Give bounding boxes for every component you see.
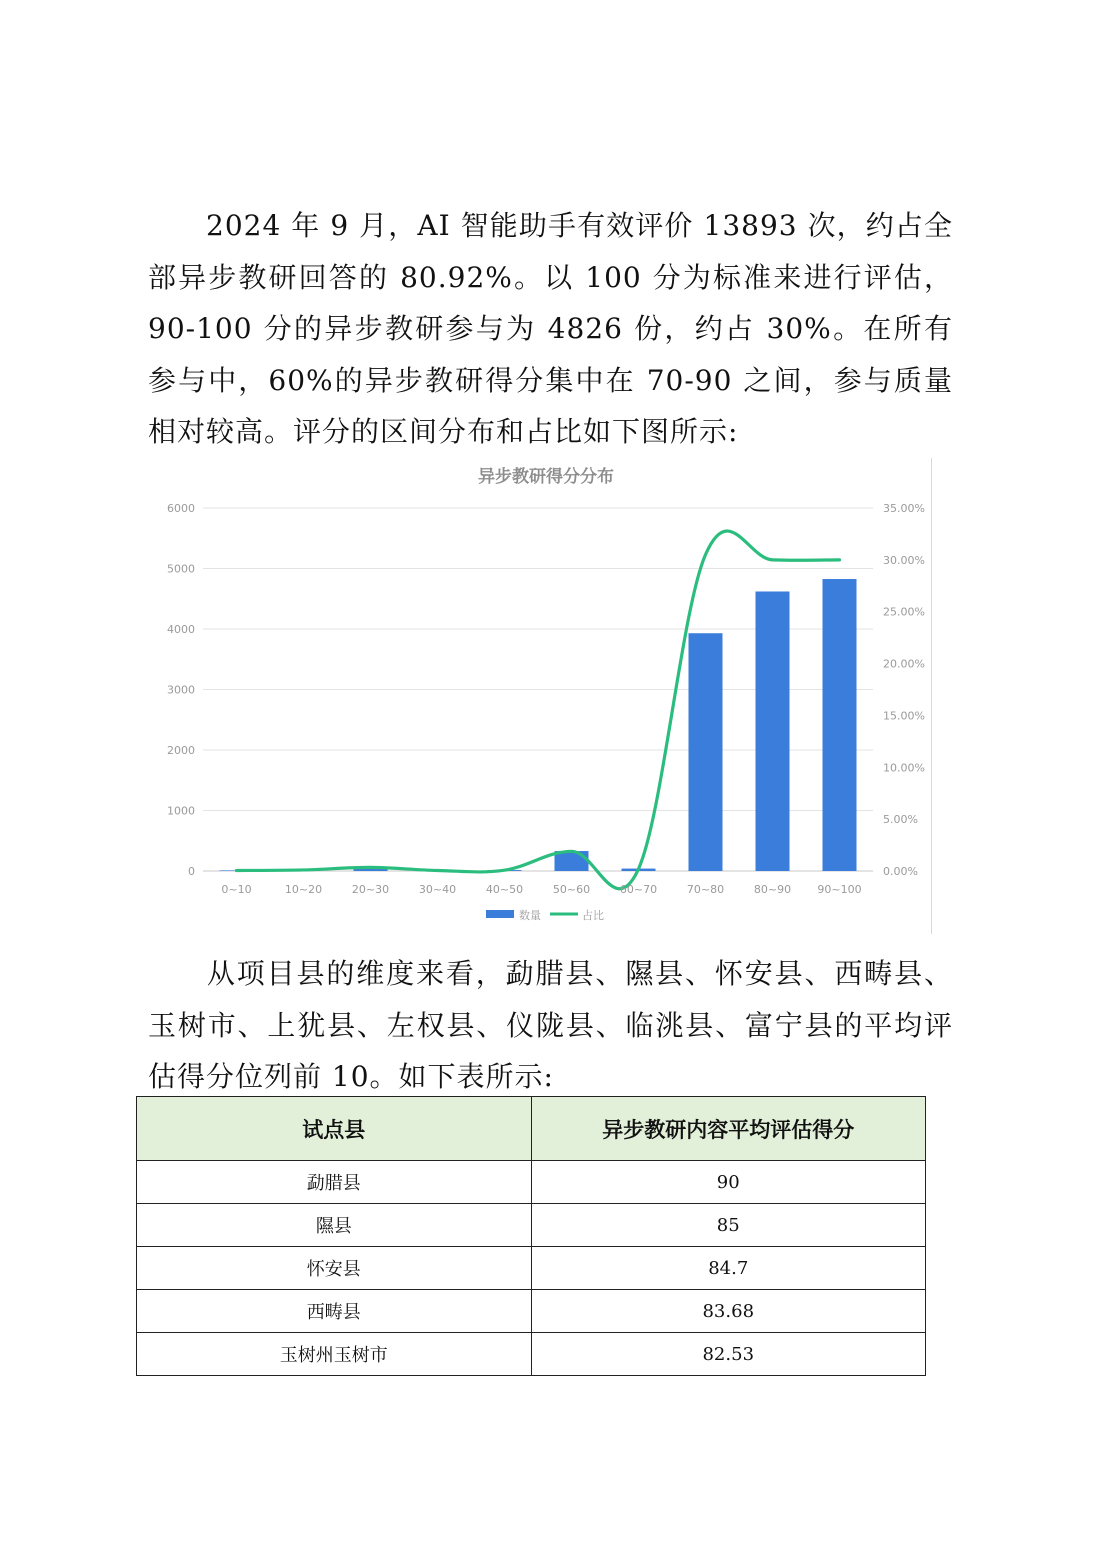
cell-county: 怀安县 (137, 1247, 532, 1290)
header-county: 试点县 (137, 1097, 532, 1161)
x-tick-label: 20~30 (351, 883, 390, 896)
left-tick-label: 3000 (167, 683, 195, 697)
x-tick-label: 90~100 (817, 883, 862, 896)
header-score: 异步教研内容平均评估得分 (531, 1097, 926, 1161)
right-tick-label: 10.00% (883, 761, 925, 775)
right-tick-label: 25.00% (883, 605, 925, 619)
cell-county: 玉树州玉树市 (137, 1333, 532, 1376)
cell-score: 83.68 (531, 1290, 926, 1333)
right-tick-label: 30.00% (883, 553, 925, 567)
right-tick-label: 20.00% (883, 657, 925, 671)
cell-county: 隰县 (137, 1204, 532, 1247)
cell-score: 85 (531, 1204, 926, 1247)
right-tick-label: 15.00% (883, 709, 925, 723)
legend-line-label: 占比 (582, 909, 604, 922)
x-tick-label: 70~80 (686, 883, 725, 896)
right-axis-ticks (883, 502, 925, 878)
cell-score: 84.7 (531, 1247, 926, 1290)
right-tick-label: 5.00% (883, 813, 918, 827)
bar (756, 591, 790, 871)
table-row (137, 1333, 926, 1376)
bar (823, 579, 857, 871)
paragraph-county (148, 948, 953, 1103)
cell-county: 西畴县 (137, 1290, 532, 1333)
left-axis-ticks (167, 502, 195, 878)
table-header-row (137, 1097, 926, 1161)
cell-score: 90 (531, 1161, 926, 1204)
table-row (137, 1204, 926, 1247)
series-line (237, 531, 840, 889)
bar (689, 633, 723, 871)
left-tick-label: 4000 (167, 623, 195, 636)
right-tick-label: 35.00% (883, 502, 925, 515)
legend-bar-label: 数量 (519, 909, 541, 922)
paragraph-intro-text: 2024 年 9 月，AI 智能助手有效评价 13893 次，约占全部异步教研回答的 80.92%。以 100 分为标准来进行评估，90-100 分的异步教研参与为 4826 份，约占 30%。在所有参与中，60%的异步教研得分集中在 70-90 之间，参与质量相对较高。评分的区间分布和占比如下图所示: (148, 209, 953, 448)
x-tick-label: 10~20 (284, 883, 323, 896)
cell-county: 勐腊县 (137, 1161, 532, 1204)
x-tick-label: 50~60 (552, 883, 591, 896)
left-tick-label: 1000 (167, 804, 195, 818)
right-tick-label: 0.00% (883, 865, 918, 878)
left-tick-label: 2000 (167, 744, 195, 757)
x-tick-label: 0~10 (221, 883, 252, 896)
cell-score: 82.53 (531, 1333, 926, 1376)
county-score-table (136, 1096, 926, 1376)
left-tick-label: 6000 (167, 502, 195, 515)
left-tick-label: 0 (188, 865, 195, 878)
table-row (137, 1247, 926, 1290)
line-series (237, 531, 840, 889)
x-axis-ticks (221, 883, 861, 896)
x-tick-label: 60~70 (619, 883, 658, 896)
x-tick-label: 40~50 (485, 883, 524, 896)
chart-legend (486, 908, 604, 922)
table-row (137, 1161, 926, 1204)
chart-title: 异步教研得分分布 (478, 467, 614, 487)
x-tick-label: 80~90 (753, 883, 792, 896)
bar-series (220, 579, 857, 871)
paragraph-intro (148, 200, 953, 458)
legend-bar-swatch (486, 910, 514, 918)
left-tick-label: 5000 (167, 562, 195, 576)
paragraph-county-text: 从项目县的维度来看，勐腊县、隰县、怀安县、西畴县、玉树市、上犹县、左权县、仪陇县、临洮县、富宁县的平均评估得分位列前 10。如下表所示: (148, 957, 953, 1093)
table-row (137, 1290, 926, 1333)
x-tick-label: 30~40 (418, 883, 457, 896)
score-distribution-chart (160, 456, 935, 936)
